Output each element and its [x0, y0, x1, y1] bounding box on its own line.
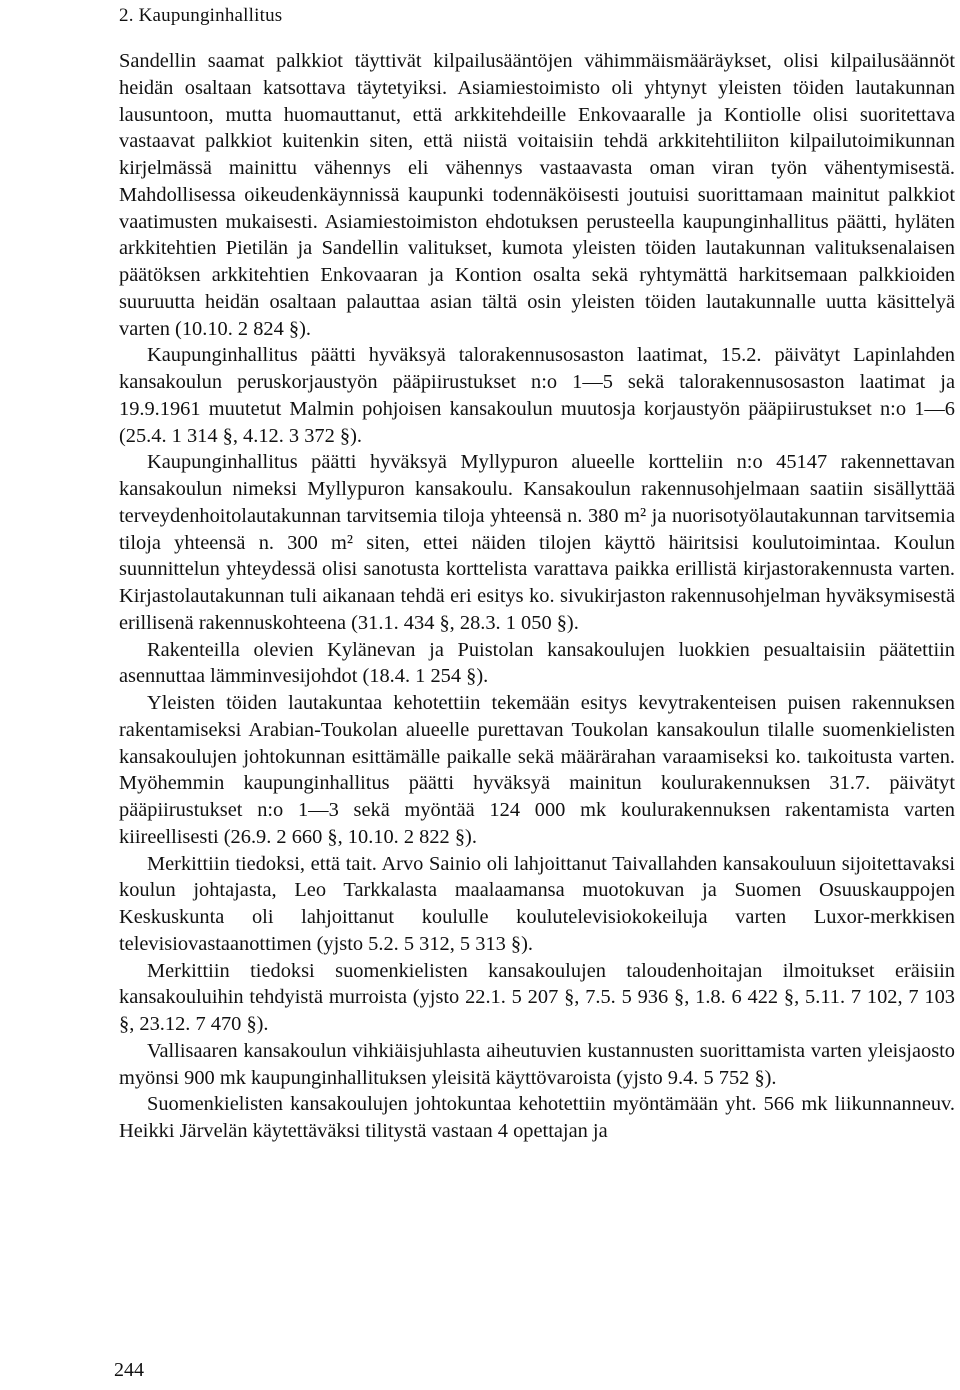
paragraph: Vallisaaren kansakoulun vihkiäisjuhlasta aiheutuvien kustannusten suorittamista varten yleisjaosto myönsi 900 mk kaupunginhallituksen yleisitä käyttövaroista (yjsto 9.4. 5 752 §).	[119, 1039, 955, 1089]
page-number: 244	[114, 1359, 144, 1381]
paragraph: Kaupunginhallitus päätti hyväksyä Myllypuron alueelle kortteliin n:o 45147 rakennettavan kansakoulun nimeksi Myllypuron kansakoulu. Kansakoulun rakennusohjelmaan saatiin sisällyttää terveydenhoitolautakunnan tarvitsemia tiloja yhteensä n. 380 m² ja nuorisotyölautakunnan tarvitsemia tiloja yhteensä n. 300 m² siten, ettei näiden tilojen käyttö häiritsisi koulutoimintaa. Koulun suunnittelun yhteydessä olisi sanotusta korttelista varattava paikka erillistä kirjastorakennusta varten. Kirjastolautakunnan tuli aikanaan tehdä eri esitys ko. sivukirjaston rakennusohjelman hyväksymisestä erillisenä rakennuskohteena (31.1. 434 §, 28.3. 1 050 §).	[119, 451, 955, 634]
paragraph: Merkittiin tiedoksi, että tait. Arvo Sainio oli lahjoittanut Taivallahden kansakouluun sijoitettavaksi koulun johtajasta, Leo Tarkkalasta maalaamansa muotokuvan ja Suomen Osuuskauppojen Keskuskunta oli lahjoittanut koululle koulutelevisiokokeiluja varten Luxor-merkkisen televisiovastaanottimen (yjsto 5.2. 5 312, 5 313 §).	[119, 852, 955, 955]
running-head: 2. Kaupunginhallitus	[119, 5, 283, 26]
paragraph: Merkittiin tiedoksi suomenkielisten kansakoulujen taloudenhoitajan ilmoitukset eräisiin kansakouluihin tehdyistä murroista (yjsto 22.1. 5 207 §, 7.5. 5 936 §, 1.8. 6 422 §, 5.11. 7 102, 7 103 §, 23.12. 7 470 §).	[119, 959, 955, 1035]
body-text	[119, 48, 955, 1145]
paragraph: Yleisten töiden lautakuntaa kehotettiin tekemään esitys kevytrakenteisen puisen rakennuksen rakentamiseksi Arabian-Toukolan alueelle purettavan Toukolan kansakoulun tilalle suomenkielisten kansakoulujen johtokunnan esittämälle paikalle sekä määrärahan varaamiseksi ko. taıkoitusta varten. Myöhemmin kaupunginhallitus päätti hyväksyä mainitun koulurakennuksen 31.7. päivätyt pääpiirustukset n:o 1—3 sekä myöntää 124 000 mk koulurakennuksen rakentamista varten kiireellisesti (26.9. 2 660 §, 10.10. 2 822 §).	[119, 692, 955, 848]
paragraph: Kaupunginhallitus päätti hyväksyä talorakennusosaston laatimat, 15.2. päivätyt Lapinlahden kansakoulun peruskorjaustyön pääpiirustukset n:o 1—5 sekä talorakennusosaston laatimat ja 19.9.1961 muutetut Malmin pohjoisen kansakoulun muutosja korjaustyön pääpiirustukset n:o 1—6 (25.4. 1 314 §, 4.12. 3 372 §).	[119, 344, 955, 447]
paragraph: Sandellin saamat palkkiot täyttivät kilpailusääntöjen vähimmäismääräykset, olisi kilpailusäännöt heidän osaltaan katsottava täytetyiksi. Asiamiestoimisto oli yhtynyt yleisten töiden lautakunnan lausuntoon, mutta huomauttanut, että arkkitehdeille Enkovaaralle ja Kontiolle olisi suoritettava vastaavat palkkiot kuitenkin siten, että niistä voitaisiin tehdä arkkitehtiliiton kilpailutoimikunnan kirjelmässä mainittu vähennys eli vähennys vastaavasta oman viran työn vähentymisestä. Mahdollisessa oikeudenkäynnissä kaupunki todennäköisesti joutuisi suorittamaan mainitut palkkiot vaatimusten mukaisesti. Asiamiestoimiston ehdotuksen perusteella kaupunginhallitus päätti, hyläten arkkitehtien Pietilän ja Sandellin valitukset, kumota yleisten töiden lautakunnan valituksenalaisen päätöksen arkkitehtien Enkovaaran ja Kontion osalta sekä ryhtymättä harkitsemaan palkkioiden suuruutta heidän osaltaan palauttaa asian tältä osin yleisten töiden lautakunnalle uutta käsittelyä varten (10.10. 2 824 §).	[119, 50, 955, 340]
paragraph: Suomenkielisten kansakoulujen johtokuntaa kehotettiin myöntämään yht. 566 mk liikunnanneuv. Heikki Järvelän käytettäväksi tilitystä vastaan 4 opettajan ja	[119, 1093, 955, 1142]
paragraph: Rakenteilla olevien Kylänevan ja Puistolan kansakoulujen luokkien pesualtaisiin päätettiin asennuttaa lämminvesijohdot (18.4. 1 254 §).	[119, 638, 955, 688]
